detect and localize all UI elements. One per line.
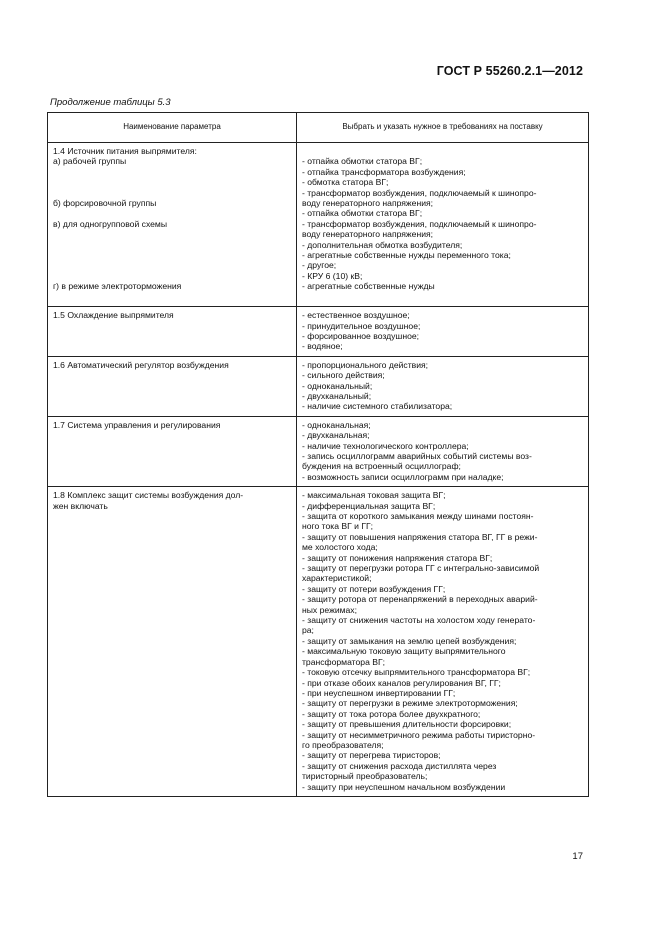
option-line: - форсированное воздушное;: [302, 330, 420, 341]
parameter-line: [53, 208, 292, 218]
column-header-parameter: Наименование параметра: [48, 113, 297, 143]
option-line: - защиту от снижения расхода дистиллята через: [302, 760, 497, 771]
parameter-line: [53, 292, 292, 302]
parameter-cell: [48, 487, 297, 797]
option-cell: [297, 487, 589, 797]
option-line: ра;: [302, 625, 314, 636]
option-line: тиристорный преобразователь;: [302, 771, 428, 782]
option-line: - агрегатные собственные нужды переменного тока;: [302, 250, 511, 261]
table-header-row: [48, 113, 589, 143]
parameter-line: [53, 260, 292, 270]
column-header-selection: Выбрать и указать нужное в требованиях на поставку: [297, 113, 589, 143]
option-line: - водяное;: [302, 341, 343, 352]
option-line: - запись осциллограмм аварийных событий системы воз-: [302, 450, 532, 461]
parameter-line: г) в режиме электроторможения: [53, 281, 182, 292]
option-line: - обмотка статора ВГ;: [302, 177, 389, 188]
option-line: [302, 146, 584, 156]
option-line: - защиту от тока ротора более двухкратного;: [302, 708, 481, 719]
option-line: - агрегатные собственные нужды: [302, 281, 435, 292]
parameter-line: 1.5 Охлаждение выпрямителя: [53, 310, 174, 321]
option-line: - другое;: [302, 260, 337, 271]
option-line: трансформатора ВГ;: [302, 656, 386, 667]
option-line: - пропорционального действия;: [302, 359, 429, 370]
parameter-line: [53, 240, 292, 250]
option-line: - одноканальный;: [302, 380, 373, 391]
option-line: - защита от короткого замыкания между шинами постоян-: [302, 511, 534, 521]
table-row: [48, 416, 589, 486]
parameter-line: [53, 229, 292, 239]
option-cell: [297, 356, 589, 416]
document-code: ГОСТ Р 55260.2.1—2012: [436, 64, 583, 78]
table-row: [48, 307, 589, 357]
option-cell: [297, 416, 589, 486]
parameter-cell: [48, 416, 297, 486]
option-line: - защиту от несимметричного режима работы тиристорно-: [302, 729, 536, 740]
option-line: - естественное воздушное;: [302, 310, 410, 321]
parameter-line: жен включать: [53, 500, 108, 511]
option-line: - двухканальный;: [302, 390, 372, 401]
option-line: ного тока ВГ и ГГ;: [302, 521, 374, 532]
option-line: - защиту от перегрузки ротора ГГ с интегрально-зависимой: [302, 563, 540, 574]
option-line: - защиту от потери возбуждения ГГ;: [302, 583, 446, 594]
option-line: - при неуспешном инвертировании ГГ;: [302, 687, 456, 698]
parameter-line: в) для одногрупповой схемы: [53, 218, 168, 229]
option-line: - трансформатор возбуждения, подключаемый к шинопро-: [302, 218, 537, 229]
parameter-line: 1.4 Источник питания выпрямителя:: [53, 146, 197, 156]
option-line: - защиту от снижения частоты на холостом ходу генерато-: [302, 615, 536, 626]
option-line: - максимальная токовая защита ВГ;: [302, 490, 446, 501]
option-line: - возможность записи осциллограмм при наладке;: [302, 471, 504, 482]
option-line: воду генераторного напряжения;: [302, 198, 434, 209]
parameter-cell: [48, 307, 297, 357]
option-line: - дополнительная обмотка возбудителя;: [302, 239, 463, 250]
option-line: ных режимах;: [302, 604, 357, 615]
option-line: - КРУ 6 (10) кВ;: [302, 270, 363, 281]
option-line: - сильного действия;: [302, 370, 385, 381]
option-line: - защиту от понижения напряжения статора ВГ;: [302, 552, 493, 563]
option-line: - дифференциальная защита ВГ;: [302, 500, 436, 511]
table-row: [48, 487, 589, 797]
option-line: - защиту от перегрузки в режиме электроторможения;: [302, 698, 518, 709]
option-line: - одноканальная;: [302, 419, 371, 430]
option-line: - наличие технологического контроллера;: [302, 440, 469, 451]
option-line: - двухканальная;: [302, 430, 370, 441]
option-line: - токовую отсечку выпрямительного трансформатора ВГ;: [302, 667, 531, 678]
option-line: - принудительное воздушное;: [302, 320, 421, 331]
option-line: - отпайка обмотки статора ВГ;: [302, 208, 423, 219]
option-line: воду генераторного напряжения;: [302, 229, 434, 240]
option-line: - защиту ротора от перенапряжений в переходных аварий-: [302, 594, 538, 605]
option-line: - защиту при неуспешном начальном возбуждении: [302, 781, 506, 792]
option-line: - при отказе обоих каналов регулирования ВГ, ГГ;: [302, 677, 501, 688]
parameter-line: [53, 177, 292, 187]
parameter-line: [53, 188, 292, 198]
option-line: - защиту от повышения напряжения статора ВГ, ГГ в режи-: [302, 531, 538, 542]
parameter-line: б) форсировочной группы: [53, 198, 157, 209]
option-line: характеристикой;: [302, 573, 372, 584]
option-line: - отпайка обмотки статора ВГ;: [302, 156, 423, 167]
table-row: [48, 356, 589, 416]
parameter-cell: [48, 356, 297, 416]
option-cell: [297, 143, 589, 307]
parameters-table: [47, 112, 589, 797]
parameter-line: а) рабочей группы: [53, 156, 127, 167]
option-line: - отпайка трансформатора возбуждения;: [302, 166, 466, 177]
parameter-line: 1.8 Комплекс защит системы возбуждения дол-: [53, 490, 244, 501]
page-number: 17: [572, 851, 583, 862]
table-caption: Продолжение таблицы 5.3: [50, 97, 171, 108]
table-row: [48, 143, 589, 307]
option-line: буждения на встроенный осциллограф;: [302, 461, 461, 472]
parameter-line: [53, 250, 292, 260]
parameter-line: [53, 167, 292, 177]
option-line: го преобразователя;: [302, 739, 384, 750]
option-cell: [297, 307, 589, 357]
parameter-line: 1.6 Автоматический регулятор возбуждения: [53, 359, 229, 370]
option-line: ме холостого хода;: [302, 542, 378, 553]
option-line: - защиту от замыкания на землю цепей возбуждения;: [302, 635, 517, 646]
option-line: - максимальную токовую защиту выпрямительного: [302, 646, 506, 657]
option-line: - наличие системного стабилизатора;: [302, 401, 453, 412]
parameter-line: [53, 271, 292, 281]
option-line: - защиту от превышения длительности форсировки;: [302, 719, 512, 730]
option-line: - защиту от перегрева тиристоров;: [302, 750, 441, 761]
parameter-line: 1.7 Система управления и регулирования: [53, 419, 221, 430]
parameter-cell: [48, 143, 297, 307]
option-line: - трансформатор возбуждения, подключаемый к шинопро-: [302, 187, 537, 198]
